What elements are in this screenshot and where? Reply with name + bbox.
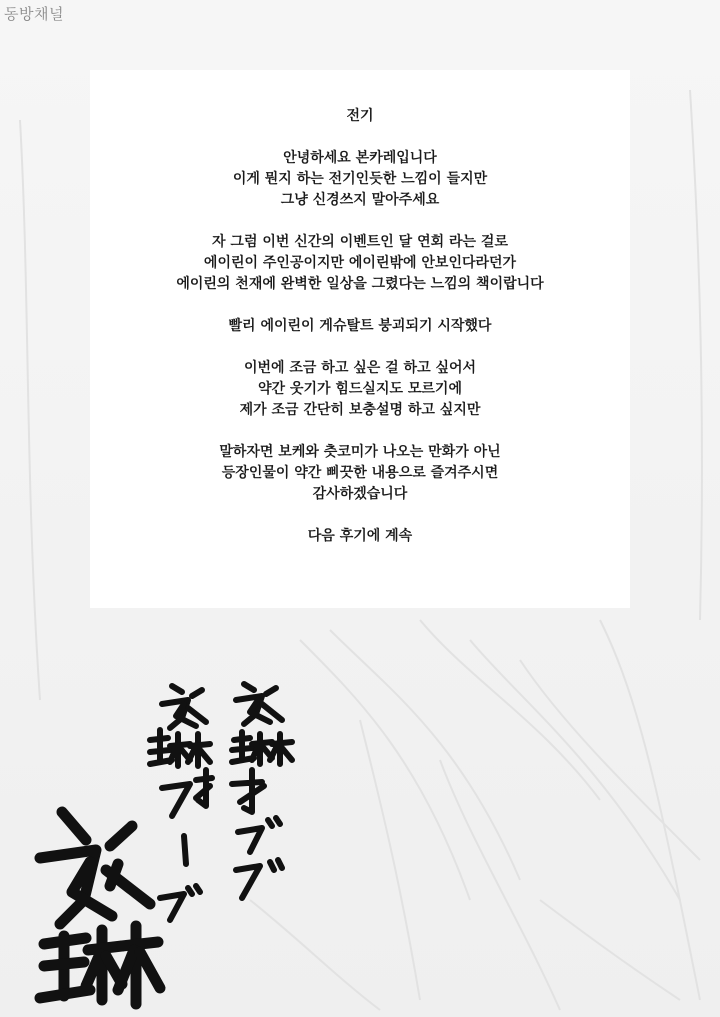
text-line: 안녕하세요 본카레입니다 <box>283 150 437 166</box>
title-line: 전기 <box>346 108 374 124</box>
text-line: 에이린의 천재에 완벽한 일상을 그렸다는 느낌의 책이랍니다 <box>176 276 544 292</box>
text-line: 약간 웃기가 힘드실지도 모르기에 <box>258 381 462 397</box>
text-line: 제가 조금 간단히 보충설명 하고 싶지만 <box>239 402 481 418</box>
text-line: 자 그럼 이번 신간의 이벤트인 달 연회 라는 걸로 <box>212 234 508 250</box>
text-line: 이번에 조금 하고 싶은 걸 하고 싶어서 <box>243 360 477 376</box>
calligraphy-big-rin <box>40 926 160 1004</box>
watermark-text: 동방채널 <box>4 5 64 23</box>
text-line: 빨리 에이린이 게슈탈트 붕괴되기 시작했다 <box>228 318 492 334</box>
text-line: 다음 후기에 계속 <box>307 528 413 544</box>
calligraphy-column-1 <box>232 684 292 898</box>
text-line: 이게 뭔지 하는 전기인듯한 느낌이 들지만 <box>232 171 488 187</box>
text-line: 말하자면 보케와 츳코미가 나오는 만화가 아닌 <box>219 444 501 460</box>
text-line: 에이린이 주인공이지만 에이린밖에 안보인다라던가 <box>203 255 517 271</box>
text-line: 감사하겠습니다 <box>312 486 408 502</box>
text-line: 등장인물이 약간 삐끗한 내용으로 즐겨주시면 <box>221 465 499 481</box>
calligraphy-big-ei <box>40 812 150 924</box>
text-line: 그냥 신경쓰지 말아주세요 <box>280 192 440 208</box>
calligraphy-column-2 <box>150 686 212 920</box>
